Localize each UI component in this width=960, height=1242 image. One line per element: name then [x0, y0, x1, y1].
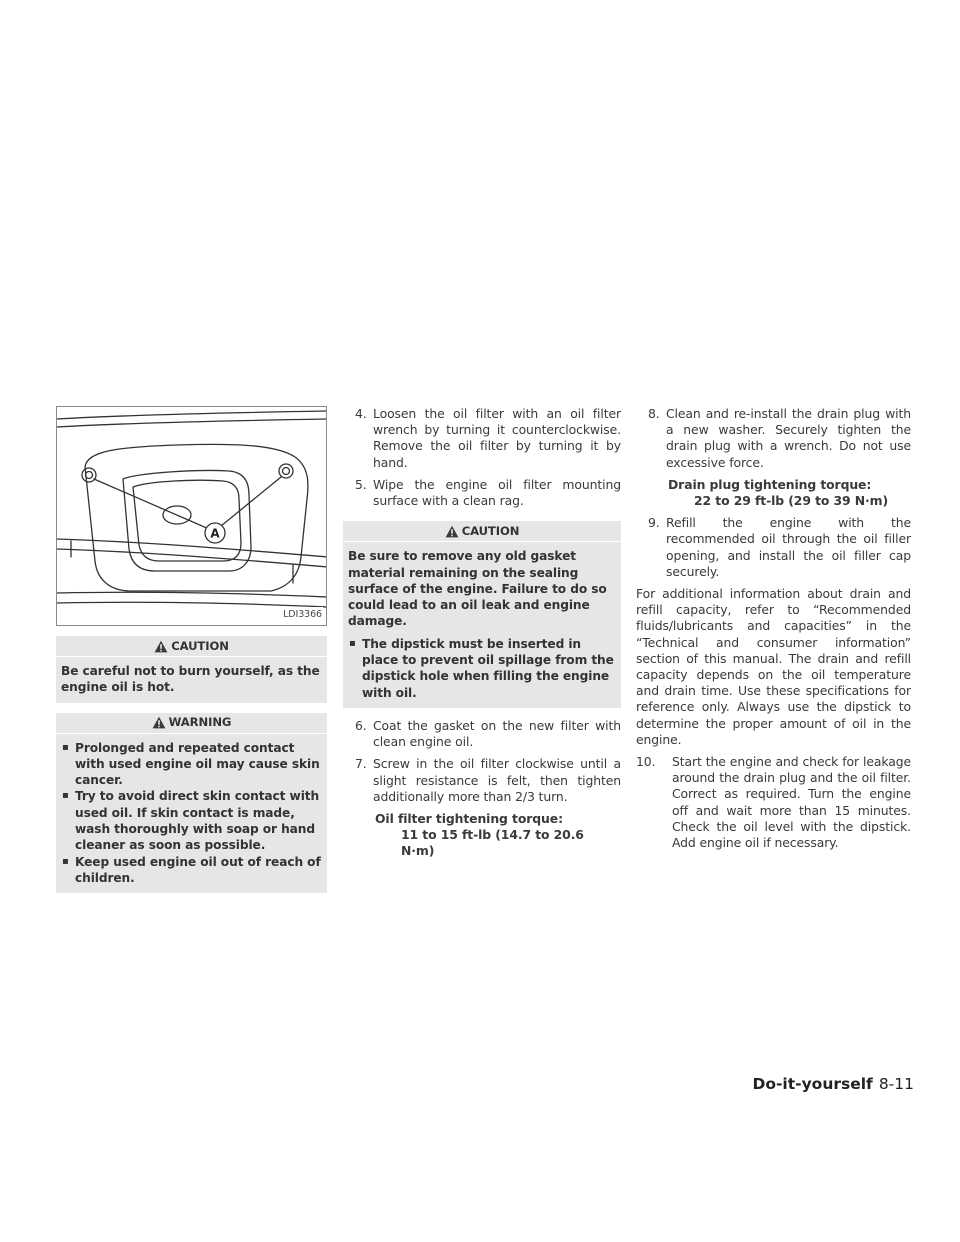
- page-footer: [752, 1075, 914, 1093]
- step-item: [343, 477, 621, 509]
- right-column: [636, 406, 911, 857]
- warning-header: [56, 713, 327, 734]
- capacity-info-paragraph: For additional information about drain and refill capacity, refer to “Recommended fluids/lubricants and capacities” in the “Technical and consumer information” section of this manual. The drain and refill capacity depends on the oil temperature and drain time. Use these specifications for reference only. Always use the dipstick to determine the proper amount of oil in the engine.: [636, 586, 911, 747]
- step-number: 6.: [355, 717, 367, 733]
- oil-filter-torque-spec: [343, 811, 621, 860]
- callout-a-label: A: [210, 526, 220, 541]
- caution-text: Be careful not to burn yourself, as the engine oil is hot.: [61, 664, 320, 695]
- page-number: 8-11: [878, 1075, 914, 1093]
- step-text: Coat the gasket on the new filter with clean engine oil.: [373, 717, 621, 750]
- drain-plug-torque-spec: [636, 477, 911, 509]
- step-item: [636, 754, 911, 851]
- figure-code: LDI3366: [282, 607, 323, 623]
- step-number: 8.: [648, 406, 660, 421]
- caution-title: CAUTION: [461, 524, 520, 539]
- warning-item: ▪ Prolonged and repeated contact with used engine oil may cause skin cancer.: [61, 740, 322, 789]
- caution-header: [56, 636, 327, 657]
- step-number: 7.: [355, 756, 367, 772]
- warning-item: ▪ Keep used engine oil out of reach of children.: [61, 854, 322, 887]
- step-number: 10.: [636, 754, 656, 770]
- oil-pan-drawing: [57, 407, 327, 626]
- warning-item: ▪ Try to avoid direct skin contact with used oil. If skin contact is made, wash thoroughly with soap or hand cleaner as soon as possible.: [61, 788, 322, 853]
- step-text: Wipe the engine oil filter mounting surface with a clean rag.: [373, 476, 621, 509]
- step-item: [636, 406, 911, 471]
- middle-column: [343, 406, 621, 866]
- caution-title: CAUTION: [171, 638, 229, 653]
- step-number: 4.: [355, 406, 367, 421]
- warning-triangle-icon: [152, 716, 166, 729]
- step-number: 9.: [648, 515, 660, 531]
- spec-label: Drain plug tightening torque:: [668, 476, 872, 492]
- step-text: Clean and re-install the drain plug with a new washer. Securely tighten the drain plug with a wrench. Do not use excessive force.: [666, 406, 911, 470]
- warning-title: WARNING: [168, 715, 232, 730]
- left-column: [56, 406, 327, 903]
- spec-value: 22 to 29 ft-lb (29 to 39 N·m): [694, 493, 889, 509]
- step-text: Start the engine and check for leakage around the drain plug and the oil filter. Correct as required. Turn the engine off and wait more than 15 minutes. Check the oil level with the dipstick. Add engine oil if necessary.: [672, 754, 911, 851]
- warning-box-used-oil: [56, 713, 327, 894]
- step-item: [343, 406, 621, 471]
- section-name: Do-it-yourself: [752, 1075, 873, 1093]
- caution-header: [343, 521, 621, 542]
- caution-item: ▪ The dipstick must be inserted in place to prevent oil spillage from the dipstick hole when filling the engine with oil.: [348, 636, 616, 701]
- caution-box-gasket: [343, 521, 621, 708]
- step-number: 5.: [355, 476, 367, 492]
- oil-pan-illustration: [56, 406, 327, 626]
- step-text: Loosen the oil filter with an oil filter wrench by turning it counterclockwise. Remove the oil filter by turning it by hand.: [373, 406, 621, 470]
- step-item: [636, 515, 911, 580]
- spec-label: Oil filter tightening torque:: [375, 810, 563, 826]
- caution-text: Be sure to remove any old gasket material remaining on the sealing surface of the engine. Failure to do so could lead to an oil leak and engine damage.: [348, 549, 607, 629]
- step-text: Screw in the oil filter clockwise until a slight resistance is felt, then tighten additionally more than 2/3 turn.: [373, 756, 621, 804]
- caution-box-hot-oil: [56, 636, 327, 703]
- step-item: [343, 718, 621, 750]
- step-text: Refill the engine with the recommended oil through the oil filler opening, and install the oil filler cap securely.: [666, 515, 911, 579]
- warning-triangle-icon: [445, 525, 459, 538]
- step-item: [343, 756, 621, 805]
- warning-triangle-icon: [154, 640, 168, 653]
- spec-value: 11 to 15 ft-lb (14.7 to 20.6 N·m): [401, 827, 584, 859]
